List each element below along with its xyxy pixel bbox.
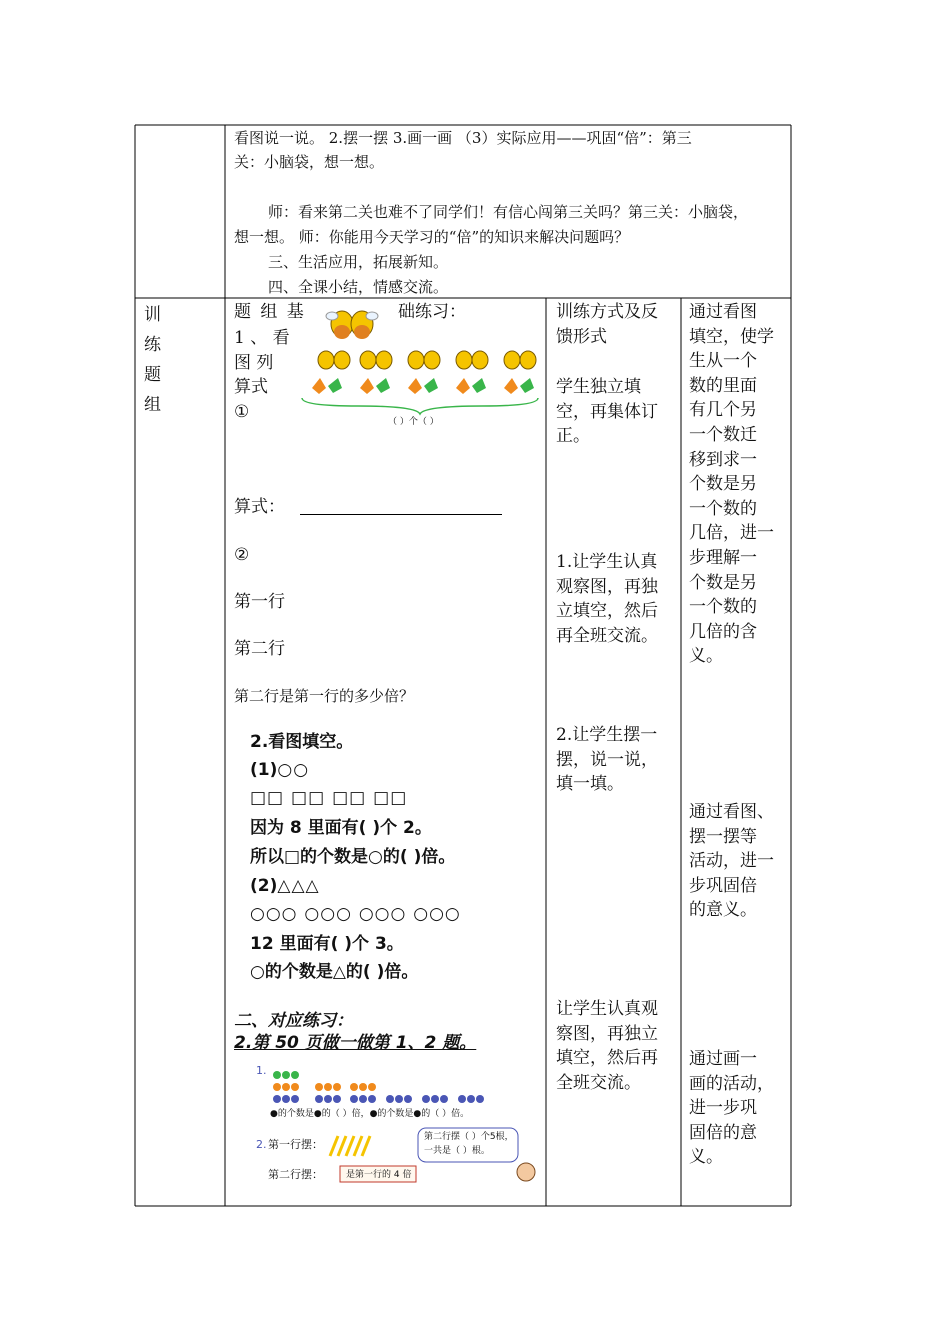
- textbook-number-2: 2.: [256, 1138, 267, 1151]
- textbook-row-1-label: 第一行摆：: [268, 1138, 323, 1151]
- method-1: 学生独立填 空，再集体订 正。: [556, 377, 658, 447]
- intent-3: 通过画一 画的活动， 进一步巩 固倍的意 义。: [689, 1049, 774, 1168]
- section-four-heading: 四、全课小结，情感交流。: [268, 278, 449, 296]
- row-two-label: 第二行: [234, 639, 285, 659]
- method-header: 训练方式及反 馈形式: [556, 302, 658, 347]
- fill-title: 2.看图填空。: [250, 732, 354, 752]
- row-one-label: 第一行: [234, 592, 285, 612]
- textbook-number-1: 1.: [256, 1064, 267, 1077]
- practice-subtitle: 2.第 50 页做一做第 1、2 题。: [234, 1033, 477, 1053]
- circled-two: ②: [234, 545, 250, 565]
- teacher-paragraph-line-1: 师：看来第二关也难不了同学们！有信心闯第三关吗？第三关：小脑袋，: [268, 203, 749, 221]
- part-1-label: (1)○○: [250, 760, 310, 780]
- multiple-question: 第二行是第一行的多少倍？: [234, 687, 415, 705]
- speech-bubble-line-2: 一共是（ ）根。: [424, 1146, 490, 1156]
- fill-line-2: 所以□的个数是○的( )倍。: [250, 847, 456, 867]
- textbook-caption-1: ●的个数是●的（ ）倍，●的个数是●的（ ）倍。: [270, 1109, 470, 1119]
- speech-bubble-line-1: 第二行摆（ ）个5根，: [424, 1132, 514, 1142]
- fill-line-1: 因为 8 里面有( )个 2。: [250, 818, 432, 838]
- group-title-part-a: 题 组 基: [234, 302, 306, 322]
- method-3: 2.让学生摆一 摆，说一说， 填一填。: [556, 725, 658, 795]
- top-line-1: 看图说一说。 2.摆一摆 3.画一画 （3）实际应用——巩固“倍”：第三: [234, 129, 692, 147]
- circle-groups-icon: ○○○ ○○○ ○○○ ○○○: [250, 904, 461, 924]
- top-line-2: 关：小脑袋，想一想。: [234, 153, 385, 171]
- brace-caption: （ ）个（ ）: [388, 417, 439, 427]
- intent-1: 通过看图 填空，使学 生从一个 数的里面 有几个另 一个数迁 移到求一 个数是另 一个数的 几倍，进一 步理解一 个数是另 一个数的 几倍的含 义。: [689, 302, 774, 667]
- group-title-part-b: 础练习：: [398, 302, 466, 322]
- formula-label: 算式：: [234, 497, 285, 517]
- bee-pair-icon: [326, 311, 378, 339]
- brace-icon: [302, 398, 538, 414]
- square-shapes-icon: □□ □□ □□ □□: [250, 788, 408, 808]
- method-4: 让学生认真观 察图，再独立 填空，然后再 全班交流。: [556, 999, 658, 1093]
- triangle-shapes-icon: △△△: [277, 876, 320, 896]
- textbook-row-2-label: 第二行摆：: [268, 1168, 323, 1181]
- circle-shapes-icon: ○○: [277, 760, 310, 780]
- practice-title: 二、对应练习：: [234, 1011, 353, 1031]
- formula-answer-line: [300, 514, 502, 515]
- section-three-heading: 三、生活应用，拓展新知。: [268, 253, 449, 271]
- row-label-training: 训 练 题 组: [144, 305, 161, 415]
- fill-line-3: 12 里面有( )个 3。: [250, 934, 404, 954]
- teacher-paragraph-line-2: 想一想。 师：你能用今天学习的“倍”的知识来解决问题吗？: [234, 228, 630, 246]
- intent-2: 通过看图、 摆一摆等 活动，进一 步巩固倍 的意义。: [689, 802, 774, 921]
- fill-in-exercise: [240, 726, 540, 994]
- method-2: 1.让学生认真 观察图，再独 立填空，然后 再全班交流。: [556, 552, 658, 646]
- fill-line-4: ○的个数是△的( )倍。: [250, 962, 419, 982]
- question-1-label: 1 、 看 图 列 算式 ①: [234, 328, 290, 422]
- part-2-label: (2)△△△: [250, 876, 320, 896]
- textbook-answer-box: 是第一行的 4 倍: [346, 1170, 412, 1180]
